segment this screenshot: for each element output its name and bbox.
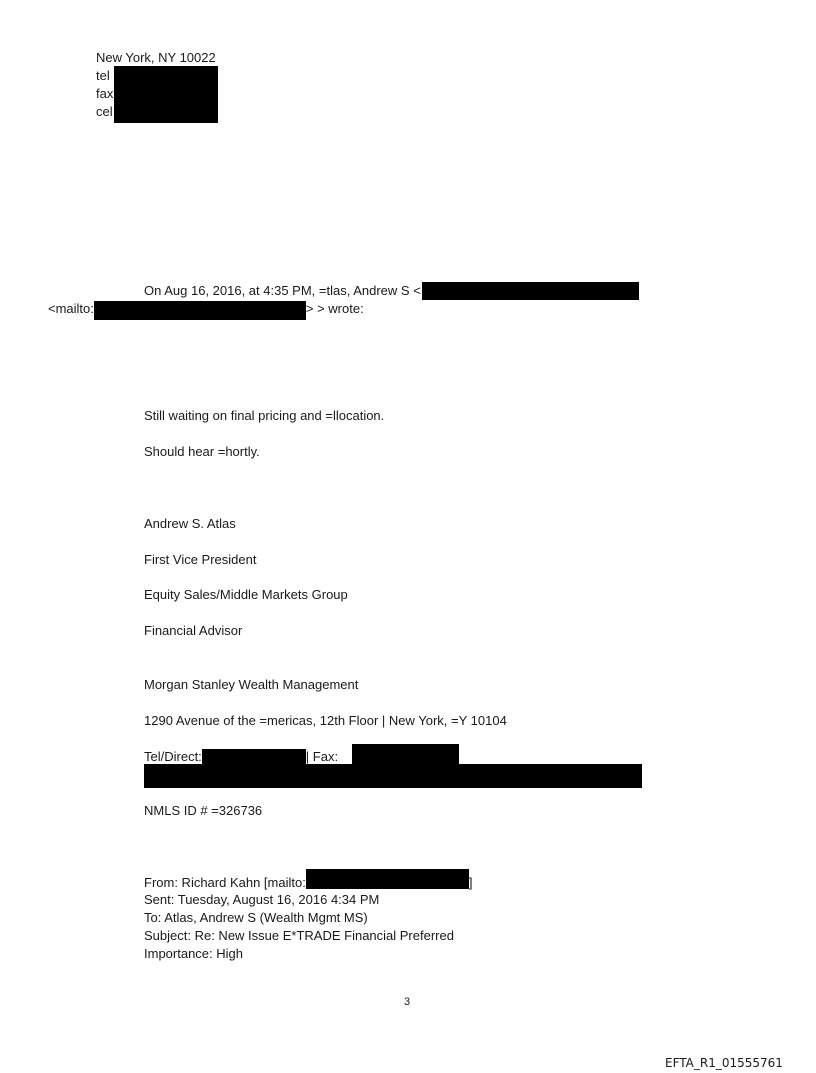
message-line: Still waiting on final pricing and =llocation.: [144, 408, 385, 423]
redaction-block: [114, 66, 218, 123]
mailto-prefix: <mailto:: [48, 301, 94, 316]
tel-direct-label: Tel/Direct:: [144, 749, 202, 764]
signature-group: Equity Sales/Middle Markets Group: [144, 587, 348, 602]
email-from-line: [144, 875, 472, 891]
signature-name: Andrew S. Atlas: [144, 516, 236, 531]
signature-address: 1290 Avenue of the =mericas, 12th Floor | New York, =Y 10104: [144, 713, 507, 728]
signature-role: Financial Advisor: [144, 623, 243, 638]
page-number: 3: [404, 996, 411, 1008]
tel-label: tel: [96, 68, 110, 83]
document-id: EFTA_R1_01555761: [665, 1056, 783, 1070]
email-to: To: Atlas, Andrew S (Wealth Mgmt MS): [144, 910, 368, 925]
redaction-block: [306, 869, 469, 889]
email-from-close: ]: [468, 875, 473, 890]
redaction-block: [422, 282, 639, 300]
wrote-suffix: > > wrote:: [305, 301, 364, 316]
email-subject: Subject: Re: New Issue E*TRADE Financial Preferred: [144, 928, 454, 943]
signature-title: First Vice President: [144, 552, 257, 567]
fax-label: | Fax:: [305, 749, 339, 764]
redaction-block: [94, 301, 306, 320]
redaction-block: [352, 744, 459, 764]
message-line: Should hear =hortly.: [144, 444, 260, 459]
redaction-block: [144, 764, 642, 788]
cel-label: cel: [96, 104, 113, 119]
nmls-id: NMLS ID # =326736: [144, 803, 263, 818]
quote-intro-line1: [144, 283, 421, 299]
email-sent: Sent: Tuesday, August 16, 2016 4:34 PM: [144, 892, 380, 907]
fax-label: fax: [96, 86, 114, 101]
email-from: From: Richard Kahn [mailto:: [144, 875, 306, 890]
signature-firm: Morgan Stanley Wealth Management: [144, 677, 359, 692]
address-line: New York, NY 10022: [96, 50, 216, 65]
quote-intro-text: On Aug 16, 2016, at 4:35 PM, =tlas, Andrew S <: [144, 283, 421, 298]
quote-intro-line2: [48, 301, 364, 320]
email-importance: Importance: High: [144, 946, 243, 961]
